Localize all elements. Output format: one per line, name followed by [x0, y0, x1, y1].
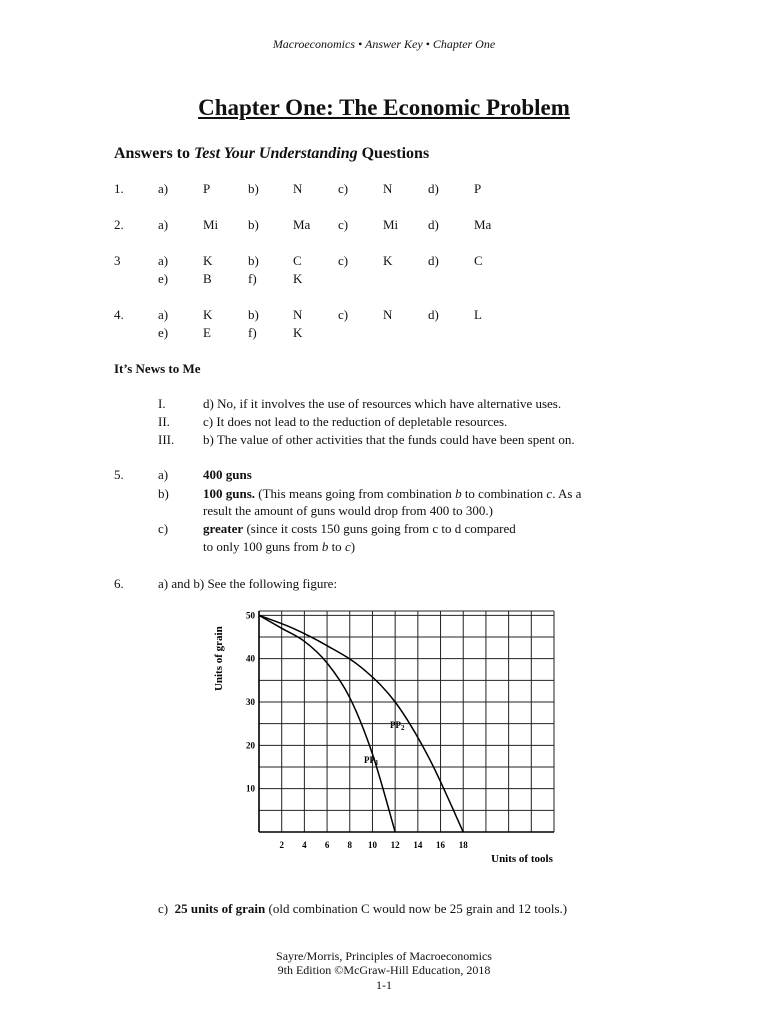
x-tick-label: 6: [324, 840, 330, 850]
ppf-chart: [200, 600, 570, 875]
q5b-line-2: result the amount of guns would drop from 400 to 300.): [203, 503, 493, 518]
q5b-text-3: . As a: [552, 486, 582, 501]
answer-part-label: a): [158, 253, 169, 268]
page-title: Chapter One: The Economic Problem: [198, 95, 570, 120]
q6c-answer: [158, 901, 567, 917]
x-tick-label: 2: [279, 840, 284, 850]
answer-value: C: [474, 253, 483, 268]
news-heading: It’s News to Me: [114, 361, 201, 376]
y-tick-label: 50: [246, 610, 255, 621]
answer-value: Ma: [293, 217, 311, 232]
q5c-line2-c: to: [328, 539, 345, 554]
pp2-label-text: PP: [390, 720, 401, 730]
x-tick-label: 16: [436, 840, 446, 850]
answer-part-label: f): [248, 325, 257, 340]
q5c-answer: [203, 521, 516, 537]
news-item-number: II.: [158, 414, 170, 429]
answer-number: 4.: [114, 307, 124, 322]
answer-value: B: [203, 271, 212, 286]
answer-value: C: [293, 253, 302, 268]
q5a-label: a): [158, 467, 169, 482]
q6c-bold: 25 units of grain: [174, 901, 266, 916]
q5c-label: c): [158, 521, 169, 536]
answer-part-label: b): [248, 253, 259, 268]
answer-value: E: [203, 325, 211, 340]
answer-part-label: e): [158, 325, 169, 340]
answer-number: 1.: [114, 181, 124, 196]
news-item-text: d) No, if it involves the use of resources which have alternative uses.: [203, 396, 562, 411]
answer-part-label: b): [248, 181, 259, 196]
q5c-line2-b: b: [321, 539, 329, 554]
y-tick-label: 20: [246, 740, 255, 751]
footer-line-1: Sayre/Morris, Principles of Macroeconomics: [276, 949, 492, 963]
answer-value: N: [293, 181, 303, 196]
pp2-label-sub: 2: [401, 724, 405, 732]
answer-value: N: [383, 307, 393, 322]
footer-line-3: 1-1: [376, 978, 392, 992]
answer-value: P: [203, 181, 211, 196]
answer-part-label: f): [248, 271, 257, 286]
x-tick-label: 18: [458, 840, 468, 850]
y-tick-label: 10: [246, 783, 255, 794]
news-item-number: I.: [158, 396, 166, 411]
answers-heading-suffix: Questions: [357, 145, 430, 162]
q5c-line2-d: c: [344, 539, 351, 554]
answer-value: K: [293, 325, 303, 340]
q6c-label: c): [158, 901, 169, 916]
x-tick-label: 4: [302, 840, 307, 850]
q5c-line-2: [203, 539, 355, 555]
answers-heading-italic: Test Your Understanding: [194, 145, 358, 162]
answers-heading: [114, 145, 429, 163]
q5b-italic-2: c: [546, 486, 553, 501]
x-tick-label: 12: [390, 840, 400, 850]
x-axis-label: Units of tools: [491, 853, 553, 865]
y-tick-label: 30: [246, 697, 255, 707]
pp1-label: [364, 755, 379, 767]
answer-value: K: [383, 253, 393, 268]
chart-ticks: [246, 610, 468, 850]
y-tick-label: 40: [246, 653, 255, 664]
pp2-label: [390, 720, 405, 732]
answer-value: K: [203, 253, 213, 268]
x-tick-label: 8: [347, 840, 353, 850]
q5c-line2-a: to only 100 guns from: [203, 539, 322, 554]
q5b-label: b): [158, 486, 169, 501]
pp1-label-sub: 1: [375, 759, 379, 767]
answer-value: N: [383, 181, 393, 196]
answer-part-label: b): [248, 307, 259, 322]
answer-part-label: c): [338, 307, 349, 322]
answer-part-label: c): [338, 181, 349, 196]
answer-value: K: [293, 271, 303, 286]
answer-value: K: [203, 307, 213, 322]
answer-part-label: c): [338, 253, 349, 268]
answer-part-label: d): [428, 253, 439, 268]
q5c-bold: greater: [203, 521, 244, 536]
answers-heading-prefix: Answers to: [114, 145, 194, 162]
answer-part-label: a): [158, 181, 169, 196]
chart-grid: [259, 611, 554, 832]
q6-text: a) and b) See the following figure:: [158, 576, 338, 591]
pp1-label-text: PP: [364, 755, 375, 765]
q5b-italic-1: b: [455, 486, 462, 501]
q5c-text: (since it costs 150 guns going from c to d compared: [243, 521, 516, 536]
y-axis-label: Units of grain: [213, 626, 225, 692]
chart-axes: [259, 611, 554, 832]
answer-part-label: b): [248, 217, 259, 232]
q5c-line2-e: ): [350, 539, 356, 554]
running-header: Macroeconomics • Answer Key • Chapter One: [272, 37, 496, 51]
answer-number: 3: [114, 253, 121, 268]
answer-part-label: a): [158, 307, 169, 322]
answer-part-label: d): [428, 307, 439, 322]
answer-part-label: a): [158, 217, 169, 232]
x-tick-label: 14: [413, 840, 423, 850]
answer-value: Mi: [383, 217, 399, 232]
answer-part-label: e): [158, 271, 169, 286]
answer-value: Mi: [203, 217, 219, 232]
news-item-number: III.: [158, 432, 175, 447]
q5b-text-2: to combination: [461, 486, 547, 501]
answer-value: P: [474, 181, 482, 196]
answer-value: L: [474, 307, 482, 322]
answer-value: Ma: [474, 217, 492, 232]
q6c-text: (old combination C would now be 25 grain and 12 tools.): [265, 901, 568, 916]
answer-part-label: c): [338, 217, 349, 232]
q5a-answer: 400 guns: [203, 467, 252, 482]
answer-value: N: [293, 307, 303, 322]
answer-part-label: d): [428, 217, 439, 232]
answer-part-label: d): [428, 181, 439, 196]
news-item-text: b) The value of other activities that the funds could have been spent on.: [203, 432, 575, 447]
q5b-answer: [203, 486, 581, 502]
x-tick-label: 10: [367, 840, 377, 850]
q6-number: 6.: [114, 576, 124, 591]
q5b-text-1: (This means going from combination: [255, 486, 456, 501]
q5-number: 5.: [114, 467, 124, 482]
answer-number: 2.: [114, 217, 124, 232]
q5b-bold: 100 guns.: [203, 486, 256, 501]
footer-line-2: 9th Edition ©McGraw-Hill Education, 2018: [277, 963, 491, 977]
news-item-text: c) It does not lead to the reduction of depletable resources.: [203, 414, 508, 429]
